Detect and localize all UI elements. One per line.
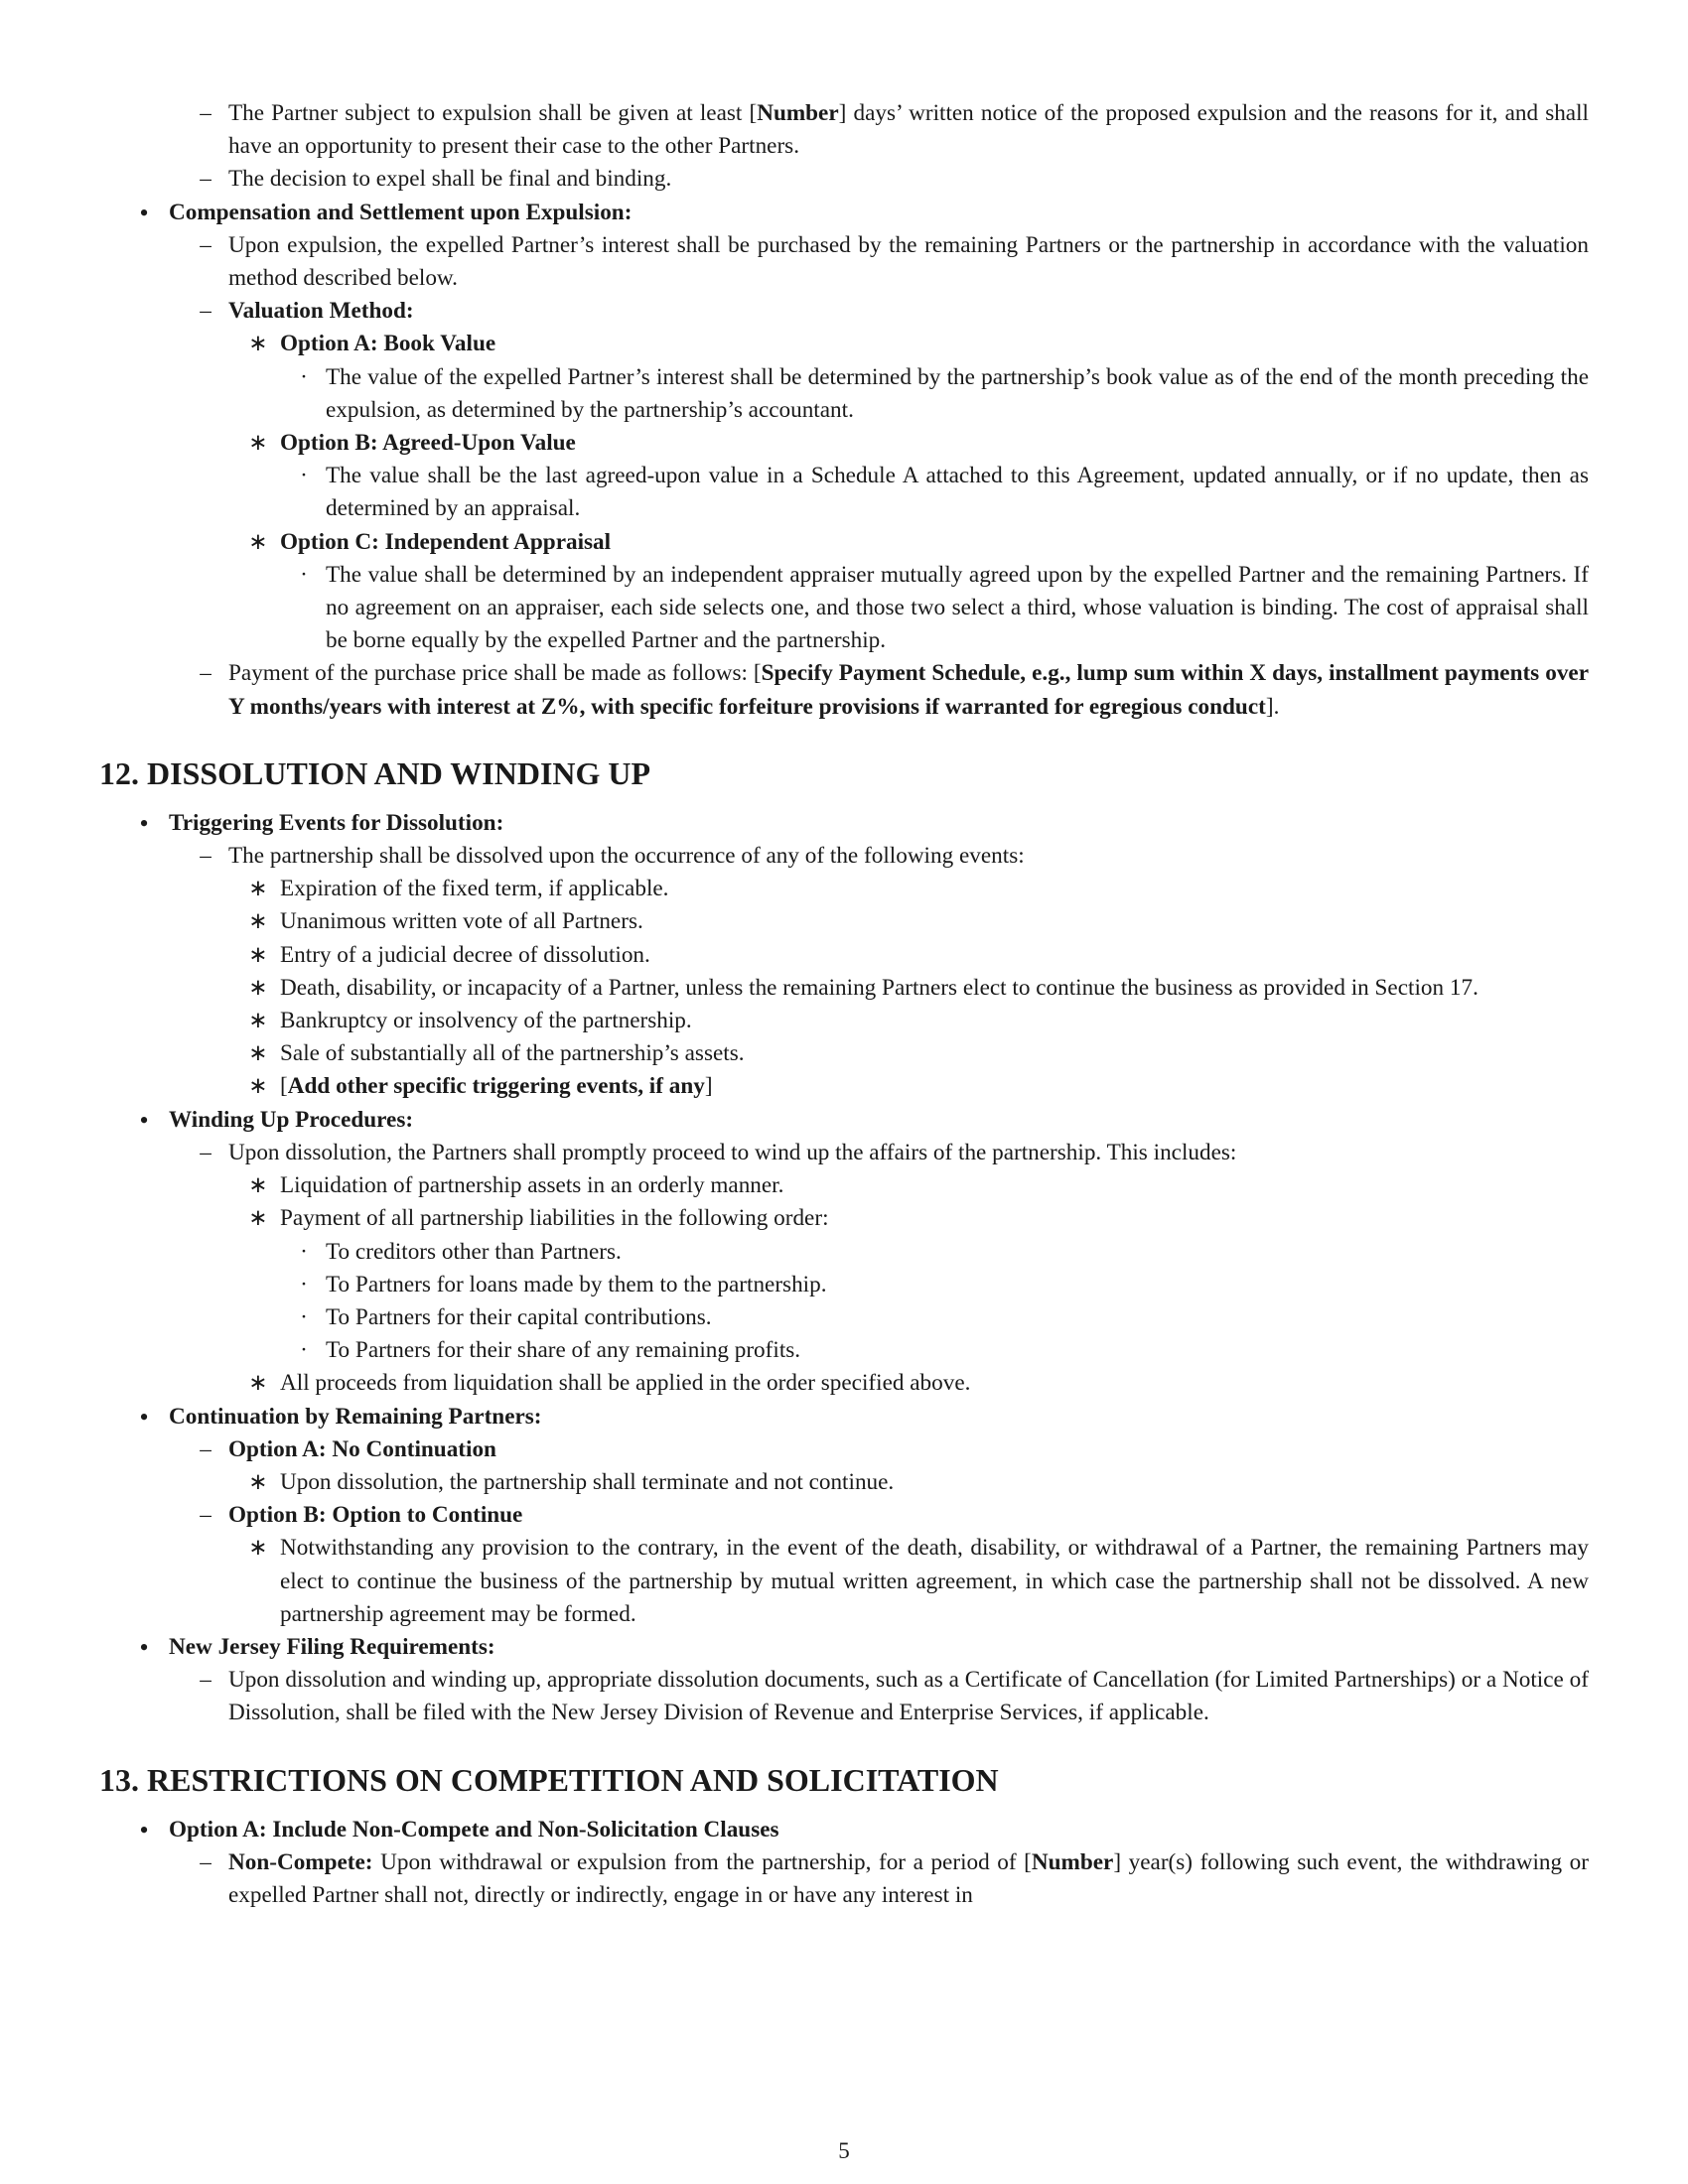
valuation-option-b-heading: ∗ Option B: Agreed-Upon Value xyxy=(99,427,1589,460)
valuation-heading-item: – Valuation Method: xyxy=(99,295,1589,328)
bullet-marker: • xyxy=(139,1105,149,1135)
valuation-option-c-heading: ∗ Option C: Independent Appraisal xyxy=(99,526,1589,559)
event-item: ∗ Sale of substantially all of the partnership’s assets. xyxy=(99,1037,1589,1070)
dash-marker: – xyxy=(200,1667,211,1694)
continuation-option-b-text: ∗ Notwithstanding any provision to the contrary, in the event of the death, disability, or withdrawal of a Partner, the remaining Partners may elect to continue the business of the partnership by mutual written agreement, in which case the partnership shall not be dissolved. A new partnership agreement may be formed. xyxy=(99,1532,1589,1631)
order-item: · To Partners for their capital contributions. xyxy=(99,1301,1589,1334)
star-marker: ∗ xyxy=(248,430,268,457)
dash-marker: – xyxy=(200,660,211,687)
valuation-option-a-heading: ∗ Option A: Book Value xyxy=(99,328,1589,360)
star-marker: ∗ xyxy=(248,908,268,935)
dot-marker: · xyxy=(300,1337,308,1364)
liquidation-item: ∗ Liquidation of partnership assets in an orderly manner. xyxy=(99,1169,1589,1202)
section-12-title: 12. DISSOLUTION AND WINDING UP xyxy=(99,754,651,791)
dot-marker: · xyxy=(300,1238,308,1265)
star-marker: ∗ xyxy=(248,1535,268,1562)
page-number: 5 xyxy=(838,2138,850,2163)
event-item: ∗ Death, disability, or incapacity of a Partner, unless the remaining Partners elect to continue the business as provided in Section 17. xyxy=(99,972,1589,1005)
dash-marker: – xyxy=(200,166,211,193)
valuation-option-b-text: · The value shall be the last agreed-upon value in a Schedule A attached to this Agreement, updated annually, or if no update, then as determined by an appraisal. xyxy=(99,460,1589,525)
proceeds-item: ∗ All proceeds from liquidation shall be applied in the order specified above. xyxy=(99,1367,1589,1400)
star-marker: ∗ xyxy=(248,941,268,968)
dot-marker: · xyxy=(300,463,308,489)
order-item: · To creditors other than Partners. xyxy=(99,1236,1589,1269)
expulsion-final-item: – The decision to expel shall be final and binding. xyxy=(99,163,1589,196)
star-marker: ∗ xyxy=(248,331,268,357)
expulsion-notice-item: – The Partner subject to expulsion shall be given at least [Number] days’ written notice of the proposed expulsion and the reasons for it, and shall have an opportunity to present their case to the other Partners. xyxy=(99,97,1589,163)
dash-marker: – xyxy=(200,298,211,325)
order-item: · To Partners for loans made by them to the partnership. xyxy=(99,1269,1589,1301)
section-13-option-a-heading: • Option A: Include Non-Compete and Non-Solicitation Clauses xyxy=(99,1814,1589,1846)
order-item: · To Partners for their share of any remaining profits. xyxy=(99,1334,1589,1367)
payment-terms-item: – Payment of the purchase price shall be made as follows: [Specify Payment Schedule, e.g., lump sum within X days, installment payments over Y months/years with interest at Z%, with specific forfeiture provisions if warranted for egregious conduct]. xyxy=(99,657,1589,723)
star-marker: ∗ xyxy=(248,1008,268,1034)
compensation-text-item: – Upon expulsion, the expelled Partner’s interest shall be purchased by the remaining Partners or the partnership in accordance with the valuation method described below. xyxy=(99,229,1589,295)
dash-marker: – xyxy=(200,231,211,258)
winding-intro-item: – Upon dissolution, the Partners shall promptly proceed to wind up the affairs of the partnership. This includes: xyxy=(99,1137,1589,1169)
dash-marker: – xyxy=(200,843,211,870)
dash-marker: – xyxy=(200,1848,211,1875)
dash-marker: – xyxy=(200,1435,211,1462)
bullet-marker: • xyxy=(139,1402,149,1432)
triggering-intro-item: – The partnership shall be dissolved upon the occurrence of any of the following events: xyxy=(99,840,1589,873)
continuation-option-a-text: ∗ Upon dissolution, the partnership shall terminate and not continue. xyxy=(99,1466,1589,1499)
dot-marker: · xyxy=(300,561,308,588)
dash-marker: – xyxy=(200,100,211,126)
dash-marker: – xyxy=(200,1502,211,1529)
star-marker: ∗ xyxy=(248,1040,268,1067)
star-marker: ∗ xyxy=(248,876,268,902)
star-marker: ∗ xyxy=(248,1370,268,1397)
compensation-heading-item: • Compensation and Settlement upon Expulsion: xyxy=(99,197,1589,229)
star-marker: ∗ xyxy=(248,528,268,555)
event-item-other: ∗ [Add other specific triggering events, if any] xyxy=(99,1070,1589,1103)
bullet-marker: • xyxy=(139,198,149,227)
star-marker: ∗ xyxy=(248,1073,268,1100)
star-marker: ∗ xyxy=(248,1468,268,1495)
continuation-option-b-heading: – Option B: Option to Continue xyxy=(99,1499,1589,1532)
non-compete-item: – Non-Compete: Upon withdrawal or expulsion from the partnership, for a period of [Number] year(s) following such event, the withdrawing or expelled Partner shall not, directly or indirectly, engage in or have any interest in xyxy=(99,1846,1589,1912)
triggering-heading-item: • Triggering Events for Dissolution: xyxy=(99,807,1589,840)
winding-heading-item: • Winding Up Procedures: xyxy=(99,1104,1589,1137)
continuation-heading-item: • Continuation by Remaining Partners: xyxy=(99,1401,1589,1433)
event-item: ∗ Bankruptcy or insolvency of the partnership. xyxy=(99,1005,1589,1037)
bullet-marker: • xyxy=(139,1632,149,1662)
valuation-option-c-text: · The value shall be determined by an independent appraiser mutually agreed upon by the expelled Partner and the remaining Partners. If no agreement on an appraiser, each side selects one, and those two select a third, whose valuation is binding. The cost of appraisal shall be borne equally by the expelled Partner and the partnership. xyxy=(99,559,1589,658)
star-marker: ∗ xyxy=(248,974,268,1001)
dot-marker: · xyxy=(300,1271,308,1297)
payment-order-item: ∗ Payment of all partnership liabilities in the following order: xyxy=(99,1202,1589,1235)
bullet-marker: • xyxy=(139,1815,149,1844)
dot-marker: · xyxy=(300,1303,308,1330)
star-marker: ∗ xyxy=(248,1205,268,1232)
nj-filing-heading-item: • New Jersey Filing Requirements: xyxy=(99,1631,1589,1664)
dot-marker: · xyxy=(300,363,308,390)
event-item: ∗ Expiration of the fixed term, if applicable. xyxy=(99,873,1589,905)
event-item: ∗ Entry of a judicial decree of dissolution. xyxy=(99,939,1589,972)
section-13-title: 13. RESTRICTIONS ON COMPETITION AND SOLICITATION xyxy=(99,1761,999,1798)
star-marker: ∗ xyxy=(248,1172,268,1199)
bullet-marker: • xyxy=(139,808,149,838)
nj-filing-text-item: – Upon dissolution and winding up, appropriate dissolution documents, such as a Certificate of Cancellation (for Limited Partnerships) or a Notice of Dissolution, shall be filed with the New Jersey Division of Revenue and Enterprise Services, if applicable. xyxy=(99,1664,1589,1729)
valuation-option-a-text: · The value of the expelled Partner’s interest shall be determined by the partnership’s book value as of the end of the month preceding the expulsion, as determined by the partnership’s accountant. xyxy=(99,361,1589,427)
page-content xyxy=(99,97,1589,1912)
event-item: ∗ Unanimous written vote of all Partners. xyxy=(99,905,1589,938)
continuation-option-a-heading: – Option A: No Continuation xyxy=(99,1433,1589,1466)
dash-marker: – xyxy=(200,1139,211,1165)
